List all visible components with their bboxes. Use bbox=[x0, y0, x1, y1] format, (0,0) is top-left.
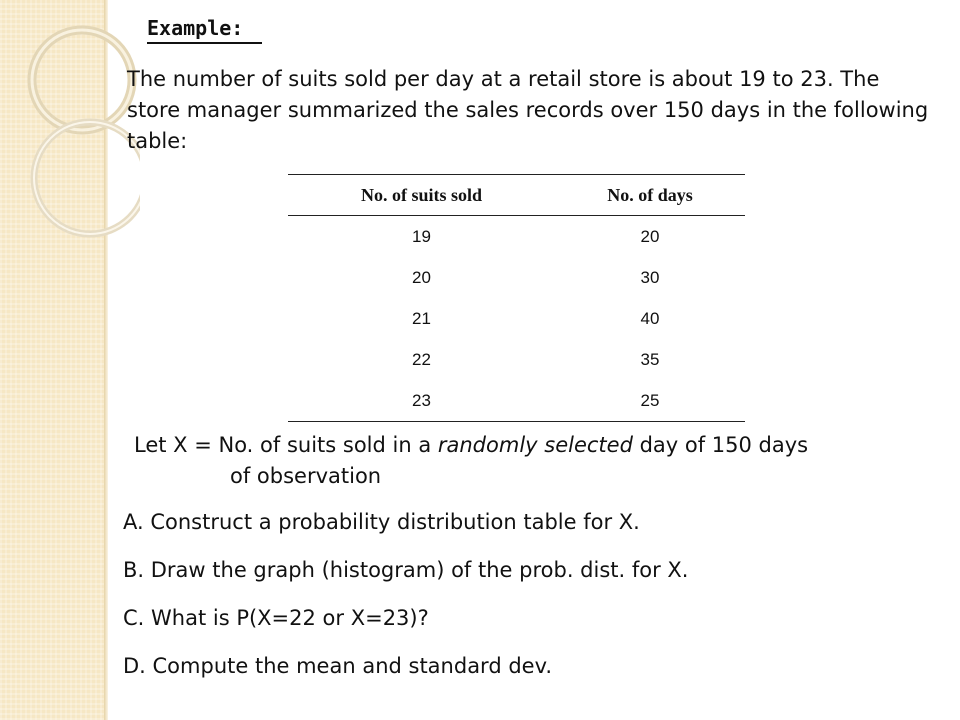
question-d: D. Compute the mean and standard dev. bbox=[123, 654, 553, 678]
days-cell: 40 bbox=[640, 308, 660, 328]
table-row bbox=[288, 257, 745, 298]
table-row bbox=[288, 298, 745, 339]
suits-sold-cell: 21 bbox=[412, 308, 431, 328]
suits-sold-cell: 20 bbox=[412, 267, 431, 287]
sales-table bbox=[288, 174, 745, 422]
days-cell: 35 bbox=[640, 349, 660, 369]
table-row bbox=[288, 216, 745, 258]
question-b: B. Draw the graph (histogram) of the prob. dist. for X. bbox=[123, 558, 689, 582]
question-a: A. Construct a probability distribution table for X. bbox=[123, 510, 640, 534]
days-cell: 20 bbox=[640, 226, 660, 246]
definition-suffix: day of 150 days bbox=[632, 433, 809, 457]
table-row bbox=[288, 380, 745, 422]
column-header-suits-sold: No. of suits sold bbox=[288, 175, 555, 216]
decorative-rings-icon bbox=[0, 0, 140, 260]
days-cell: 25 bbox=[555, 380, 745, 422]
example-heading: Example: bbox=[147, 16, 244, 40]
suits-sold-cell: 23 bbox=[288, 380, 555, 422]
table-row bbox=[288, 339, 745, 380]
definition-line2: of observation bbox=[230, 464, 382, 488]
question-c: C. What is P(X=22 or X=23)? bbox=[123, 606, 429, 630]
suits-sold-cell: 22 bbox=[412, 349, 431, 369]
definition-emphasis: randomly selected bbox=[437, 433, 633, 457]
suits-sold-cell: 19 bbox=[412, 226, 431, 246]
random-variable-definition bbox=[134, 430, 944, 492]
column-header-days: No. of days bbox=[555, 175, 745, 216]
definition-prefix: Let X = No. of suits sold in a bbox=[134, 433, 438, 457]
days-cell: 30 bbox=[640, 267, 660, 287]
table-header-row bbox=[288, 175, 745, 216]
intro-paragraph: The number of suits sold per day at a retail store is about 19 to 23. The store manager summarized the sales records over 150 days in the following table: bbox=[127, 67, 929, 153]
heading-underline bbox=[147, 42, 262, 44]
